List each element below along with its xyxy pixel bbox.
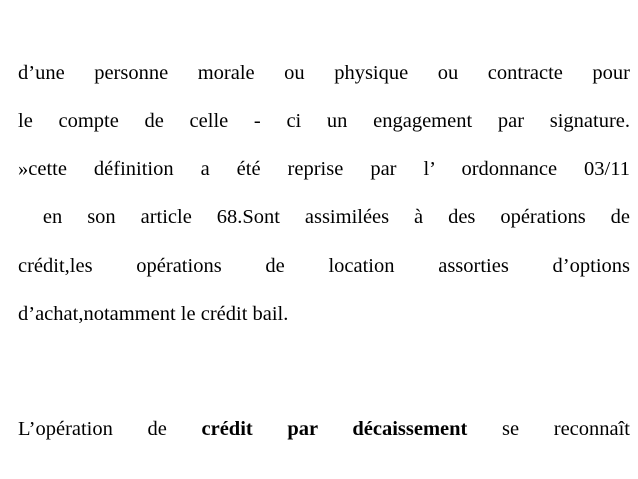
text-line: d’une personne morale ou physique ou contracte pour [18, 62, 630, 84]
text-segment: L’opération de [18, 418, 202, 440]
text-line: le compte de celle - ci un engagement par signature. [18, 110, 630, 132]
text-line: en son article 68.Sont assimilées à des opérations de [18, 206, 630, 228]
text-line: d’achat,notamment le crédit bail. [18, 303, 289, 325]
bold-term: crédit par décaissement [201, 418, 468, 440]
text-line: »cette définition a été reprise par l’ ordonnance 03/11 [18, 158, 630, 180]
text-line: crédit,les opérations de location assorties d’options [18, 255, 630, 277]
text-segment: se reconnaît [467, 418, 630, 440]
paragraph-line [18, 416, 630, 442]
